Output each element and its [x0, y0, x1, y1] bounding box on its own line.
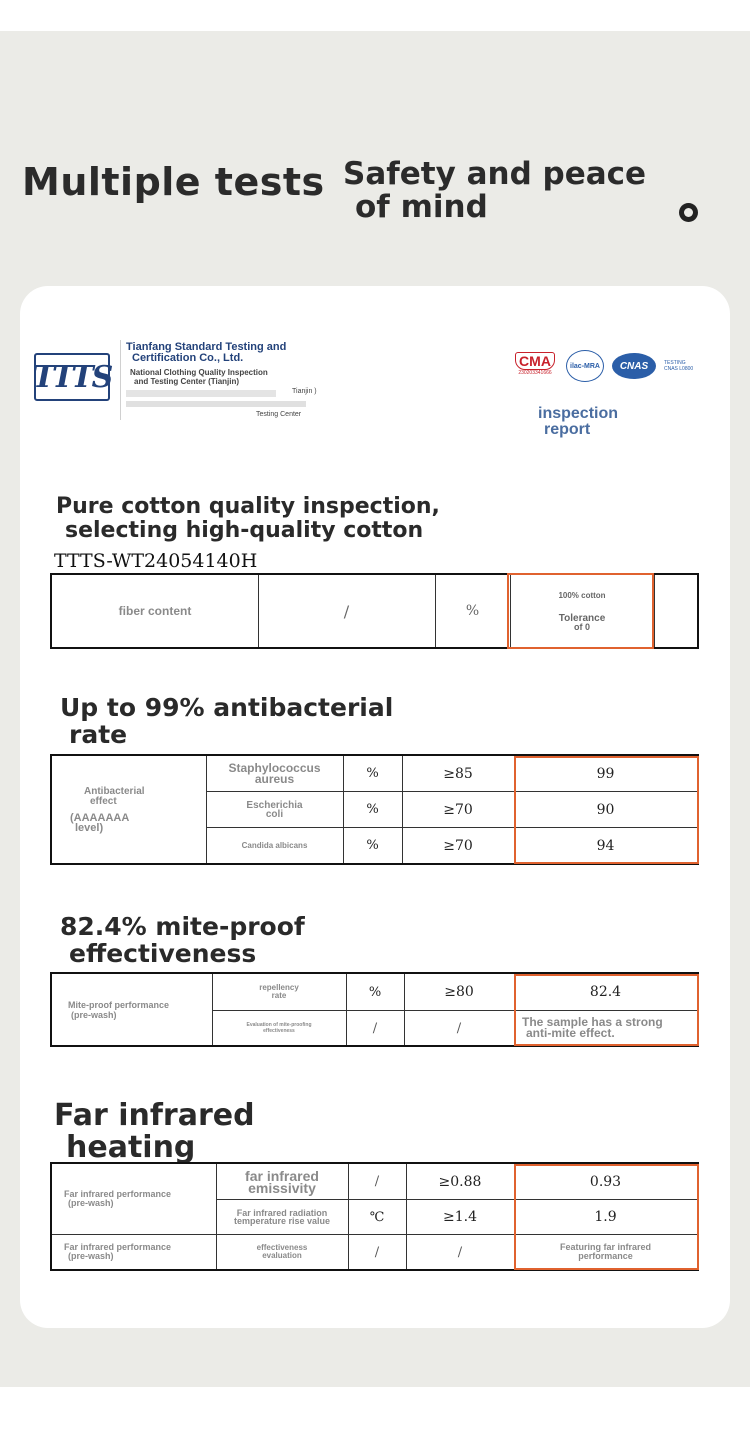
ir-row2-value: 1.9 — [594, 1209, 617, 1225]
org-line2: Certification Co., Ltd. — [132, 352, 244, 364]
logo-divider — [120, 340, 121, 420]
mite-row1-unit: % — [368, 984, 382, 1000]
org-line1: Tianfang Standard Testing and — [126, 341, 287, 353]
blurred-text — [126, 390, 276, 397]
ir-row2-std: ≥1.4 — [443, 1209, 477, 1225]
headline-right-line1: Safety and peace — [343, 156, 647, 192]
mite-row2-unit: / — [372, 1020, 378, 1036]
mite-row1-name: repellency rate — [259, 983, 299, 1000]
ilac-mra-badge-icon: ilac-MRA — [566, 350, 604, 382]
org-line4: and Testing Center (Tianjin) — [134, 377, 240, 386]
anti-row1-value: 99 — [596, 765, 615, 782]
org-tail2: Testing Center — [256, 411, 302, 418]
ir-row1-std: ≥0.88 — [438, 1173, 482, 1190]
ir-row2-unit: ℃ — [369, 1209, 385, 1225]
fiber-item: fiber content — [118, 604, 192, 618]
ring-dot-icon — [679, 203, 698, 222]
headline-left: Multiple tests — [22, 160, 325, 204]
headline-right-line2: of mind — [355, 189, 488, 225]
fiber-req: / — [343, 601, 350, 621]
headline-right — [343, 158, 646, 224]
mite-highlight — [514, 974, 699, 1046]
anti-row3-std: ≥70 — [443, 837, 473, 854]
lab-organization — [126, 342, 306, 407]
ir-row3-unit: / — [374, 1244, 380, 1260]
mite-row2-value: The sample has a strong anti-mite effect. — [522, 1015, 663, 1040]
infrared-highlight — [514, 1164, 699, 1270]
ir-row1-value: 0.93 — [589, 1173, 622, 1190]
ir-row2-name: Far infrared radiation temperature rise value — [233, 1208, 331, 1226]
cotton-title: Pure cotton quality inspection, selecting high-quality cotton — [56, 494, 440, 543]
ir-row3-name: effectiveness evaluation — [256, 1243, 308, 1260]
mite-title: 82.4% mite-proof effectiveness — [60, 912, 305, 968]
anti-row2-name: Escherichia coli — [246, 799, 303, 820]
fiber-highlight — [507, 573, 654, 649]
anti-row3-unit: % — [366, 838, 379, 853]
anti-row3-name: Candida albicans — [241, 841, 308, 850]
fiber-unit: % — [465, 603, 480, 619]
anti-row2-unit: % — [366, 802, 379, 817]
anti-row3-value: 94 — [596, 837, 615, 854]
infrared-group-b: Far infrared performance (pre-wash) — [64, 1242, 172, 1261]
ir-row3-std: / — [457, 1244, 463, 1260]
report-label: inspection report — [538, 405, 619, 438]
mite-row2-name: Evaluation of mite-proofing effectiveness — [246, 1022, 312, 1034]
blurred-text — [126, 401, 306, 407]
anti-row2-value: 90 — [596, 801, 615, 818]
mite-row1-std: ≥80 — [444, 984, 474, 1000]
ttts-logo: TTTS — [34, 353, 110, 401]
anti-row1-std: ≥85 — [443, 765, 473, 782]
org-line3: National Clothing Quality Inspection — [130, 368, 268, 377]
accreditation-badges — [512, 350, 698, 382]
infrared-title: Far infrared heating — [54, 1098, 255, 1165]
ir-row1-name: far infrared emissivity — [245, 1167, 319, 1196]
antibacterial-group: Antibacterial effect (AAAAAAA level) — [70, 785, 145, 834]
cma-badge-icon: CMA 230203341666 — [512, 352, 558, 380]
ir-row1-unit: / — [374, 1174, 380, 1189]
mite-group: Mite-proof performance (pre-wash) — [68, 999, 170, 1020]
anti-row1-unit: % — [366, 766, 379, 781]
mite-row1-value: 82.4 — [589, 984, 622, 1000]
org-tail1: Tianjin ) — [292, 388, 317, 395]
report-code: TTTS-WT24054140H — [54, 550, 258, 572]
ir-row3-value: Featuring far infrared performance — [559, 1242, 651, 1261]
antibacterial-title: Up to 99% antibacterial rate — [60, 693, 394, 749]
cnas-badge-icon: CNAS — [612, 353, 656, 379]
infrared-group-a: Far infrared performance (pre-wash) — [64, 1189, 172, 1208]
anti-row2-std: ≥70 — [443, 801, 473, 818]
anti-row1-name: Staphylococcus aureus — [228, 760, 321, 786]
cnas-caption: TESTING CNAS L0800 — [664, 360, 694, 372]
mite-row2-std: / — [456, 1020, 462, 1036]
antibacterial-highlight — [514, 756, 699, 864]
fiber-result: 100% cotton Tolerance of 0 — [558, 590, 606, 632]
